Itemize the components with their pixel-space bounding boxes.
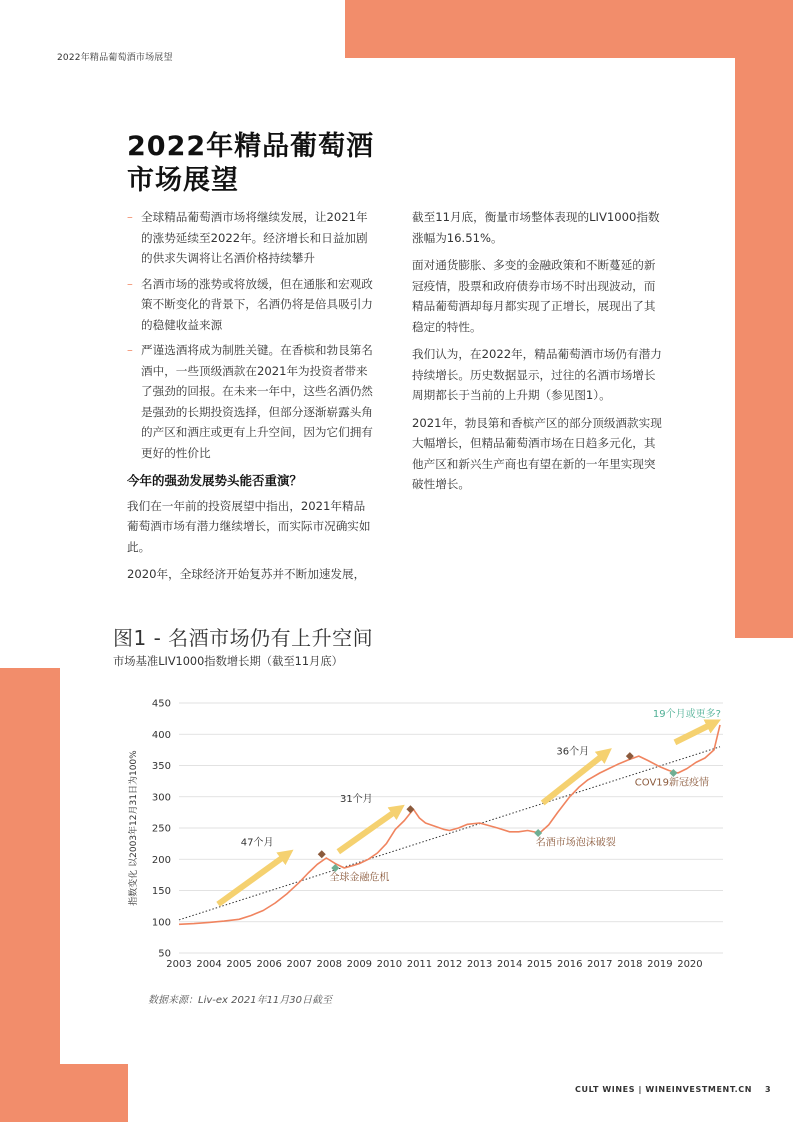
y-tick-label: 100 xyxy=(151,917,171,929)
x-tick-label: 2010 xyxy=(376,959,403,970)
growth-arrow xyxy=(338,809,398,852)
y-tick-label: 400 xyxy=(151,729,171,741)
right-accent-block xyxy=(735,0,793,638)
x-tick-label: 2004 xyxy=(196,959,222,970)
bullet-dash: – xyxy=(127,343,133,357)
bullet-dash: – xyxy=(127,210,133,224)
figure-title: 图1 - 名酒市场仍有上升空间 xyxy=(113,626,374,650)
chart-annotation: 19个月或更多? xyxy=(652,708,721,720)
figure-source: 数据来源：Liv-ex 2021年11月30日截至 xyxy=(148,995,333,1006)
peak-marker xyxy=(406,805,414,813)
y-tick-label: 350 xyxy=(151,761,171,772)
y-tick-label: 200 xyxy=(151,854,171,866)
body-paragraph: 2020年，全球经济开始复苏并不断加速发展， xyxy=(127,567,366,581)
x-tick-label: 2019 xyxy=(647,959,673,970)
x-tick-label: 2016 xyxy=(556,959,583,970)
y-tick-label: 450 xyxy=(151,698,171,710)
x-tick-label: 2018 xyxy=(617,959,643,970)
figure-subtitle: 市场基准LIV1000指数增长期（截至11月底） xyxy=(113,655,343,668)
x-tick-label: 2009 xyxy=(346,959,373,970)
bullet-dash: – xyxy=(127,276,133,291)
x-tick-label: 2003 xyxy=(166,959,192,970)
key-point-text: 严谨选酒将成为制胜关键。在香槟和勃艮第名酒中，一些顶级酒款在2021年为投资者带来了强劲的回报。在未来一年中，这些名酒仍然是强劲的长期投资选择，但部分逐渐崭露头角的产区和酒庄或更有上升空间，因为它们拥有更好的性价比 xyxy=(141,343,373,460)
chart-annotation: COV19新冠疫情 xyxy=(634,777,710,789)
x-tick-label: 2020 xyxy=(677,959,703,970)
x-tick-label: 2012 xyxy=(436,959,463,970)
chart-annotation: 47个月 xyxy=(240,837,274,849)
title-line-2: 市场展望 xyxy=(127,165,239,196)
x-tick-label: 2007 xyxy=(286,959,312,970)
peak-marker xyxy=(318,850,326,858)
chart-annotation: 名酒市场泡沫破裂 xyxy=(535,837,616,849)
key-point-text: 全球精品葡萄酒市场将继续发展，让2021年的涨势延续至2022年。经济增长和日益加剧的供求失调将让名酒价格持续攀升 xyxy=(141,210,368,265)
y-tick-label: 150 xyxy=(151,886,171,897)
y-tick-label: 50 xyxy=(158,948,171,960)
x-tick-label: 2006 xyxy=(256,959,282,970)
x-tick-label: 2005 xyxy=(226,959,252,970)
key-point-text: 名酒市场的涨势或将放缓，但在通胀和宏观政策不断变化的背景下，名酒仍将是倍具吸引力的稳健收益来源 xyxy=(141,276,373,332)
section-subheading: 今年的强劲发展势头能否重演？ xyxy=(127,473,303,488)
x-tick-label: 2014 xyxy=(496,959,523,970)
key-point xyxy=(127,207,375,269)
y-axis-label: 指数变化 以2003年12月31日为100% xyxy=(129,750,139,906)
running-head: 2022年精品葡萄酒市场展望 xyxy=(57,53,173,63)
x-tick-label: 2015 xyxy=(526,959,553,970)
chart-svg xyxy=(125,695,735,980)
x-tick-label: 2013 xyxy=(466,959,493,970)
body-paragraph: 我们认为，在2022年，精品葡萄酒市场仍有潜力持续增长。历史数据显示，过往的名酒市场增长周期都长于当前的上升期（参见图1）。 xyxy=(412,347,662,402)
x-tick-label: 2017 xyxy=(587,959,613,970)
y-tick-label: 250 xyxy=(151,823,171,835)
title-line-1: 2022年精品葡萄酒 xyxy=(127,131,375,162)
body-paragraph: 截至11月底，衡量市场整体表现的LIV1000指数涨幅为16.51%。 xyxy=(412,210,660,245)
key-point xyxy=(127,274,375,336)
key-point xyxy=(127,340,375,463)
bottom-left-accent-block xyxy=(0,1064,128,1122)
top-right-accent-block xyxy=(345,0,793,58)
footer-brand: CULT WINES | WINEINVESTMENT.CN xyxy=(575,1085,753,1094)
body-paragraph: 面对通货膨胀、多变的金融政策和不断蔓延的新冠疫情，股票和政府债券市场不时出现波动，而精品葡萄酒却每月都实现了正增长，展现出了其稳定的特性。 xyxy=(412,258,656,334)
x-tick-label: 2011 xyxy=(406,959,433,970)
page-number: 3 xyxy=(765,1085,771,1094)
left-accent-block xyxy=(0,668,60,1122)
growth-arrow xyxy=(543,753,606,803)
growth-arrow xyxy=(675,723,714,742)
y-tick-label: 300 xyxy=(151,792,171,804)
trough-marker xyxy=(534,829,542,837)
trend-line xyxy=(179,747,720,920)
page-title xyxy=(127,130,407,198)
chart-annotation: 31个月 xyxy=(339,793,373,805)
body-paragraph: 我们在一年前的投资展望中指出，2021年精品葡萄酒市场有潜力继续增长，而实际市况确实如此。 xyxy=(127,498,371,554)
x-tick-label: 2008 xyxy=(316,959,343,970)
chart-annotation: 36个月 xyxy=(556,746,590,758)
key-points-list xyxy=(127,207,375,463)
body-paragraph: 2021年，勃艮第和香槟产区的部分顶级酒款实现大幅增长，但精品葡萄酒市场在日趋多元化，其他产区和新兴生产商也有望在新的一年里实现突破性增长。 xyxy=(412,415,662,491)
liv1000-chart xyxy=(125,695,735,980)
left-column xyxy=(127,207,375,592)
chart-annotation: 全球金融危机 xyxy=(329,872,390,884)
right-column xyxy=(412,207,664,502)
